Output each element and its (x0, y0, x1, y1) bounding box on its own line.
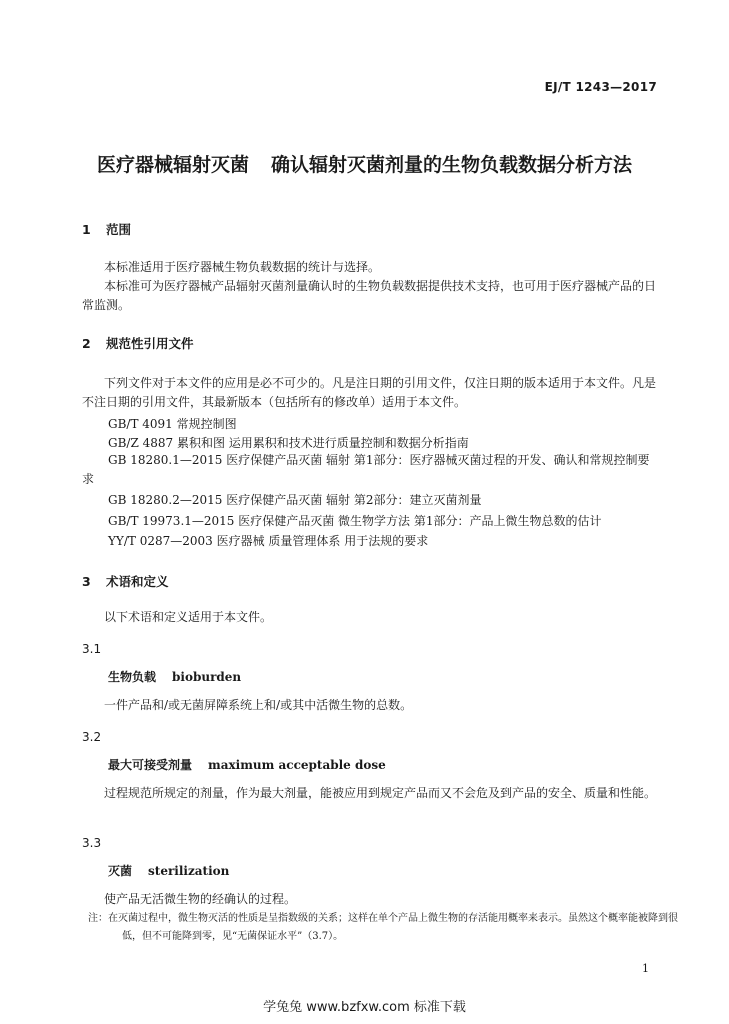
scope-paragraph-1: 本标准适用于医疗器械生物负载数据的统计与选择。 (104, 260, 381, 274)
term-number: 3.2 (82, 730, 102, 744)
section-title: 术语和定义 (106, 574, 169, 589)
term-cn: 最大可接受剂量 (108, 758, 193, 772)
term-definition: 使产品无活微生物的经确认的过程。 (104, 892, 297, 906)
reference-item: GB/T 19973.1—2015 医疗保健产品灭菌 微生物学方法 第1部分：产品上微生物总数的估计 (108, 514, 602, 528)
section-title: 范围 (106, 222, 132, 237)
page-number: 1 (642, 962, 649, 975)
term-en: maximum acceptable dose (208, 758, 386, 772)
section-number: 2 (82, 336, 91, 351)
term-definition: 一件产品和/或无菌屏障系统上和/或其中活微生物的总数。 (104, 698, 413, 712)
term-number: 3.3 (82, 836, 102, 850)
term-en: sterilization (148, 864, 230, 878)
standard-code: EJ/T 1243—2017 (544, 80, 657, 94)
term-cn: 生物负载 (108, 670, 157, 684)
term-heading (108, 862, 229, 879)
reference-item: GB 18280.1—2015 医疗保健产品灭菌 辐射 第1部分：医疗器械灭菌过程的开发、确认和常规控制要求 (82, 453, 650, 486)
section-1-heading (82, 220, 131, 238)
title-part1: 医疗器械辐射灭菌 (96, 154, 249, 176)
term-en: bioburden (172, 670, 242, 684)
section-title: 规范性引用文件 (106, 336, 194, 351)
section-2-heading (82, 334, 194, 352)
term-definition: 过程规范所规定的剂量，作为最大剂量，能被应用到规定产品而又不会危及到产品的安全、质量和性能。 (104, 786, 657, 800)
normative-intro: 下列文件对于本文件的应用是必不可少的。凡是注日期的引用文件，仅注日期的版本适用于本文件。凡是不注日期的引用文件，其最新版本（包括所有的修改单）适用于本文件。 (82, 376, 657, 409)
term-number: 3.1 (82, 642, 102, 656)
title-part2: 确认辐射灭菌剂量的生物负载数据分析方法 (271, 154, 633, 176)
reference-item: YY/T 0287—2003 医疗器械 质量管理体系 用于法规的要求 (108, 534, 429, 548)
term-cn: 灭菌 (108, 864, 133, 878)
scope-paragraph-2: 本标准可为医疗器械产品辐射灭菌剂量确认时的生物负载数据提供技术支持，也可用于医疗器械产品的日常监测。 (82, 279, 657, 312)
reference-item: GB/T 4091 常规控制图 (108, 417, 237, 431)
term-heading (108, 756, 386, 773)
reference-item: GB/Z 4887 累积和图 运用累积和技术进行质量控制和数据分析指南 (108, 436, 469, 450)
section-number: 1 (82, 222, 91, 237)
section-3-heading (82, 572, 169, 590)
terms-intro: 以下术语和定义适用于本文件。 (104, 610, 273, 624)
section-number: 3 (82, 574, 91, 589)
footer-watermark: 学兔兔 www.bzfxw.com 标准下载 (263, 1000, 466, 1015)
term-heading (108, 668, 241, 685)
reference-item: GB 18280.2—2015 医疗保健产品灭菌 辐射 第2部分：建立灭菌剂量 (108, 493, 482, 507)
term-note: 注：在灭菌过程中，微生物灭活的性质是呈指数级的关系；这样在单个产品上微生物的存活能用概率来表示。虽然这个概率能被降到很低，但不可能降到零，见“无菌保证水平”（3.7）。 (88, 913, 678, 942)
document-title (0, 150, 729, 177)
